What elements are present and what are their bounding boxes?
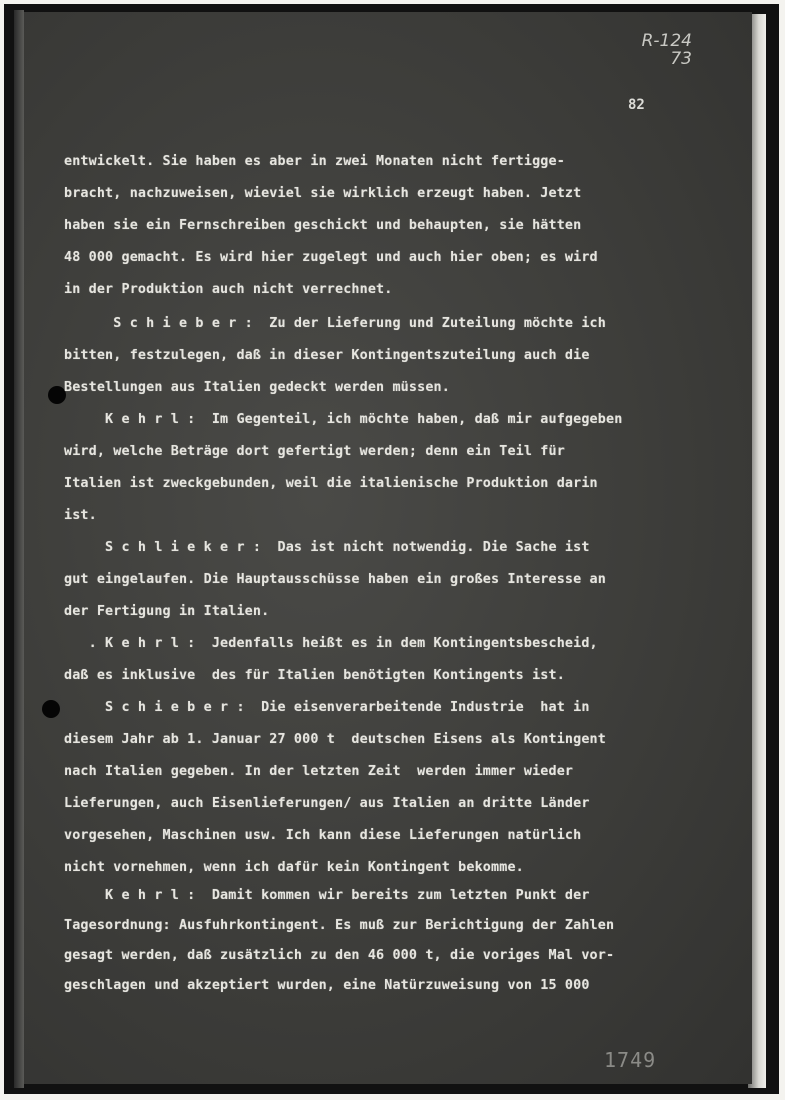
paper-edge-left — [14, 10, 24, 1088]
page-number: 82 — [628, 97, 645, 113]
text-line: 48 000 gemacht. Es wird hier zugelegt und auch hier oben; es wird — [64, 250, 598, 265]
text-line: Lieferungen, auch Eisenlieferungen/ aus Italien an dritte Länder — [64, 796, 590, 811]
punch-hole-bottom — [42, 700, 60, 718]
text-line: diesem Jahr ab 1. Januar 27 000 t deutschen Eisens als Kontingent — [64, 732, 606, 747]
text-line: gesagt werden, daß zusätzlich zu den 46 000 t, die voriges Mal vor- — [64, 948, 615, 963]
archive-stamp-top: R-124 — [641, 31, 692, 51]
text-line: gut eingelaufen. Die Hauptausschüsse haben ein großes Interesse an — [64, 572, 606, 587]
text-line: bitten, festzulegen, daß in dieser Kontingentszuteilung auch die — [64, 348, 590, 363]
text-line: daß es inklusive des für Italien benötigten Kontingents ist. — [64, 668, 565, 683]
text-line: K e h r l : Im Gegenteil, ich möchte haben, daß mir aufgegeben — [64, 412, 623, 427]
text-line: vorgesehen, Maschinen usw. Ich kann diese Lieferungen natürlich — [64, 828, 582, 843]
text-line: nicht vornehmen, wenn ich dafür kein Kontingent bekomme. — [64, 860, 524, 875]
text-line: Italien ist zweckgebunden, weil die italienische Produktion darin — [64, 476, 598, 491]
text-line: geschlagen und akzeptiert wurden, eine Natürzuweisung von 15 000 — [64, 978, 590, 993]
text-line: wird, welche Beträge dort gefertigt werden; denn ein Teil für — [64, 444, 565, 459]
text-line: S c h i e b e r : Die eisenverarbeitende Industrie hat in — [64, 700, 590, 715]
text-line: in der Produktion auch nicht verrechnet. — [64, 282, 393, 297]
text-line: Bestellungen aus Italien gedeckt werden müssen. — [64, 380, 450, 395]
text-line: haben sie ein Fernschreiben geschickt und behaupten, sie hätten — [64, 218, 582, 233]
text-line: Tagesordnung: Ausfuhrkontingent. Es muß zur Berichtigung der Zahlen — [64, 918, 615, 933]
text-line: . K e h r l : Jedenfalls heißt es in dem Kontingentsbescheid, — [64, 636, 598, 651]
text-line: ist. — [64, 508, 97, 523]
text-line: der Fertigung in Italien. — [64, 604, 270, 619]
archive-stamp-bottom: 73 — [670, 49, 692, 69]
text-line: nach Italien gegeben. In der letzten Zeit werden immer wieder — [64, 764, 574, 779]
text-line: S c h l i e k e r : Das ist nicht notwendig. Die Sache ist — [64, 540, 590, 555]
archive-footer-number: 1749 — [604, 1048, 657, 1072]
text-line: S c h i e b e r : Zu der Lieferung und Zuteilung möchte ich — [64, 316, 606, 331]
text-line: bracht, nachzuweisen, wieviel sie wirklich erzeugt haben. Jetzt — [64, 186, 582, 201]
text-line: entwickelt. Sie haben es aber in zwei Monaten nicht fertigge- — [64, 154, 565, 169]
text-line: K e h r l : Damit kommen wir bereits zum letzten Punkt der — [64, 888, 590, 903]
archive-stamp — [628, 32, 692, 68]
